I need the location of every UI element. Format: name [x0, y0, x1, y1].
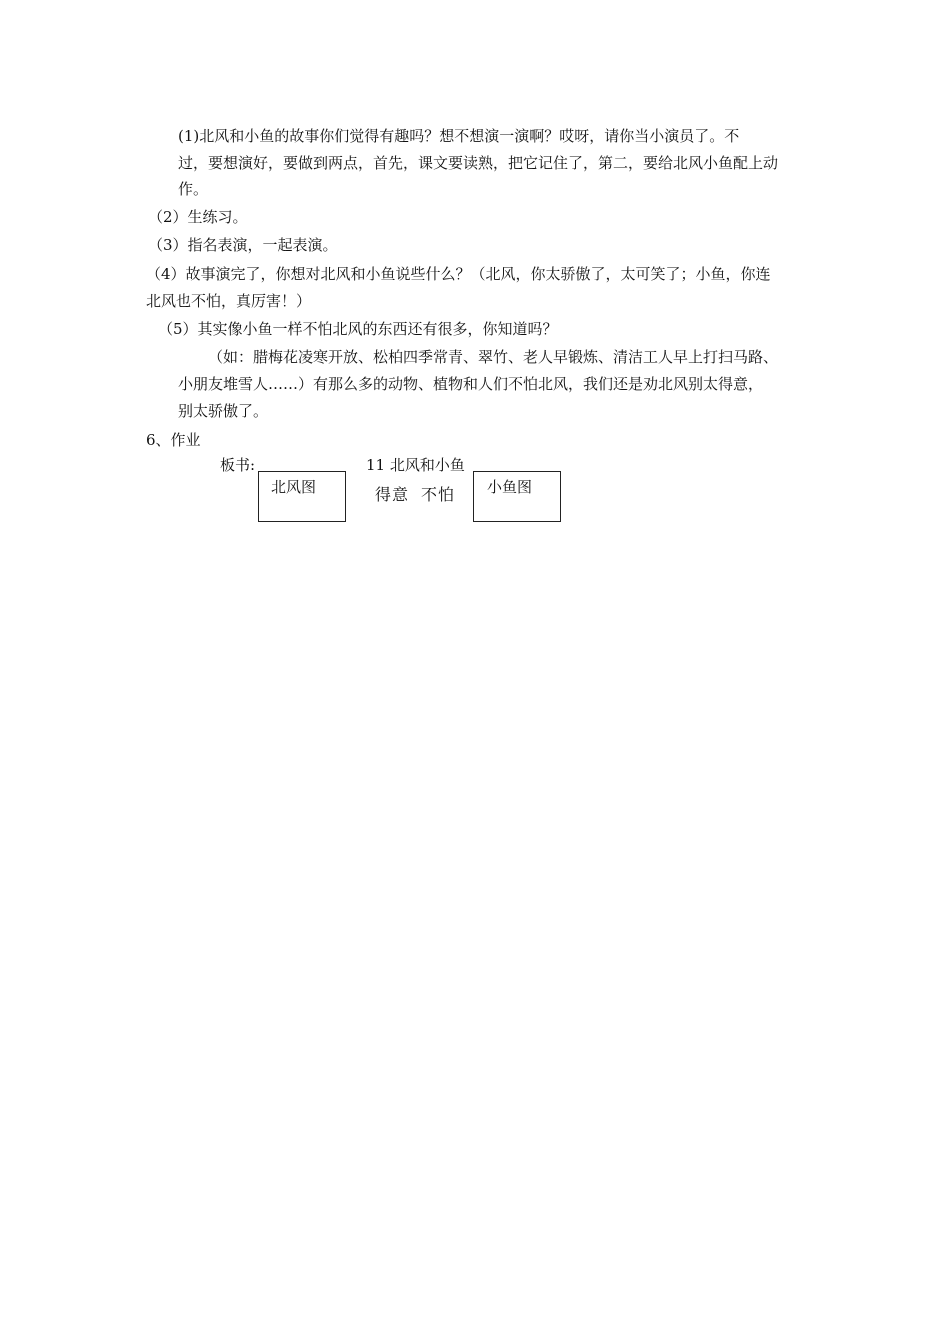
paragraph-6-line-2: 小朋友堆雪人……）有那么多的动物、植物和人们不怕北风，我们还是劝北风别太得意， [178, 375, 764, 393]
north-wind-picture-label: 北风图 [271, 478, 317, 496]
paragraph-4-line-2: 北风也不怕，真厉害！） [146, 292, 312, 310]
paragraph-3: （3）指名表演，一起表演。 [148, 236, 338, 254]
paragraph-1-line-1: (1)北风和小鱼的故事你们觉得有趣吗？想不想演一演啊？哎呀，请你当小演员了。不 [178, 127, 740, 145]
board-title: 11 北风和小鱼 [366, 456, 465, 474]
word-unafraid: 不怕 [421, 485, 456, 504]
paragraph-2: （2）生练习。 [148, 208, 248, 226]
little-fish-picture-label: 小鱼图 [487, 478, 533, 496]
paragraph-4-line-1: （4）故事演完了，你想对北风和小鱼说些什么？（北风，你太骄傲了，太可笑了；小鱼，你连 [146, 265, 771, 283]
board-label: 板书: [220, 456, 256, 474]
homework-heading: 6、作业 [146, 431, 201, 449]
paragraph-1-line-2: 过，要想演好，要做到两点，首先，课文要读熟，把它记住了，第二，要给北风小鱼配上动 [178, 154, 779, 172]
paragraph-6-line-3: 别太骄傲了。 [178, 402, 269, 420]
word-proud: 得意 [375, 485, 410, 504]
paragraph-5: （5）其实像小鱼一样不怕北风的东西还有很多，你知道吗？ [158, 320, 558, 338]
paragraph-6-line-1: （如：腊梅花凌寒开放、松柏四季常青、翠竹、老人早锻炼、清洁工人早上打扫马路、 [208, 348, 779, 366]
paragraph-1-line-3: 作。 [178, 180, 209, 198]
